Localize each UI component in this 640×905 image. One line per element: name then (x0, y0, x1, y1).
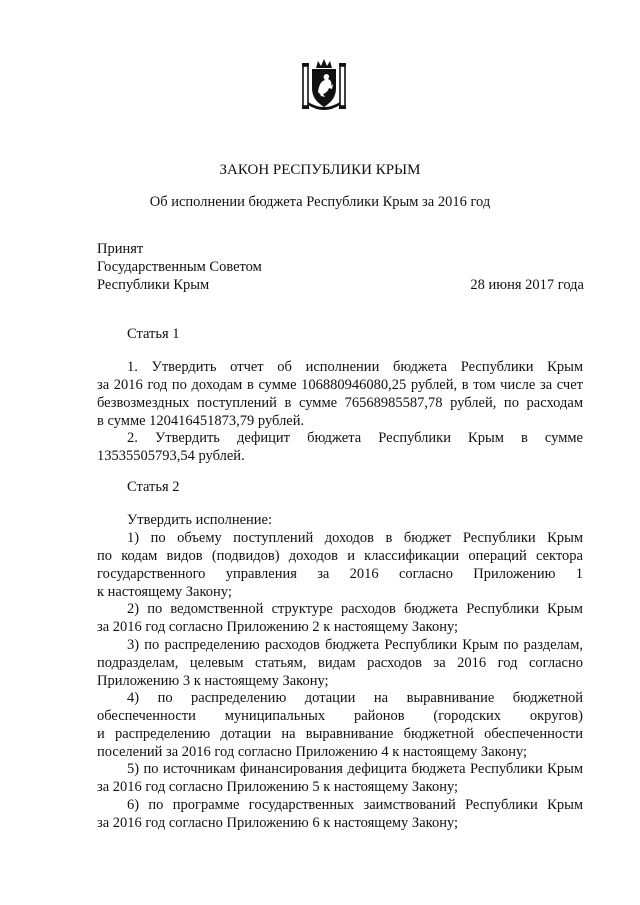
paragraph-line: 6) по программе государственных заимствований Республики Крым (127, 797, 583, 813)
paragraph-line: 5) по источникам финансирования дефицита бюджета Республики Крым (127, 761, 583, 777)
paragraph-line: поселений за 2016 год согласно Приложению 4 к настоящему Закону; (97, 744, 528, 760)
adoption-line: Государственным Советом (97, 259, 262, 275)
article-heading: Статья 2 (127, 479, 180, 495)
paragraph-line: обеспеченности муниципальных районов (городских округов) (97, 708, 583, 724)
paragraph-line: и распределению дотации на выравнивание бюджетной обеспеченности (97, 726, 583, 742)
paragraph-line: 2) по ведомственной структуре расходов бюджета Республики Крым (127, 601, 583, 617)
crimea-coat-of-arms-icon (302, 58, 346, 112)
adoption-line: Республики Крым (97, 277, 210, 293)
paragraph-line: 1. Утвердить отчет об исполнении бюджета Республики Крым (127, 359, 583, 375)
paragraph-line: 4) по распределению дотации на выравнивание бюджетной (127, 690, 583, 706)
document-subtitle: Об исполнении бюджета Республики Крым за 2016 год (149, 194, 491, 210)
document-title: ЗАКОН РЕСПУБЛИКИ КРЫМ (219, 162, 421, 178)
adoption-date: 28 июня 2017 года (470, 277, 584, 293)
paragraph-line: за 2016 год согласно Приложению 5 к настоящему Закону; (97, 779, 459, 795)
paragraph-line: безвозмездных поступлений в сумме 76568985587,78 рублей, по расходам (97, 395, 583, 411)
paragraph-line: по кодам видов (подвидов) доходов и классификации операций сектора (97, 548, 583, 564)
paragraph-line: за 2016 год согласно Приложению 2 к настоящему Закону; (97, 619, 459, 635)
paragraph-line: 1) по объему поступлений доходов в бюджет Республики Крым (127, 530, 583, 546)
paragraph-line: в сумме 120416451873,79 рублей. (97, 413, 305, 429)
paragraph-line: Утвердить исполнение: (127, 512, 272, 528)
paragraph-line: 2. Утвердить дефицит бюджета Республики Крым в сумме (127, 430, 583, 446)
paragraph-line: 3) по распределению расходов бюджета Республики Крым по разделам, (127, 637, 583, 653)
adoption-line: Принят (97, 241, 144, 257)
paragraph-line: подразделам, целевым статьям, видам расходов за 2016 год согласно (97, 655, 583, 671)
paragraph-line: государственного управления за 2016 согласно Приложению 1 (97, 566, 583, 582)
article-heading: Статья 1 (127, 326, 180, 342)
paragraph-line: 13535505793,54 рублей. (97, 448, 245, 464)
paragraph-line: Приложению 3 к настоящему Закону; (97, 673, 329, 689)
paragraph-line: за 2016 год по доходам в сумме 106880946080,25 рублей, в том числе за счет (97, 377, 583, 393)
paragraph-line: к настоящему Закону; (97, 584, 232, 600)
paragraph-line: за 2016 год согласно Приложению 6 к настоящему Закону; (97, 815, 459, 831)
